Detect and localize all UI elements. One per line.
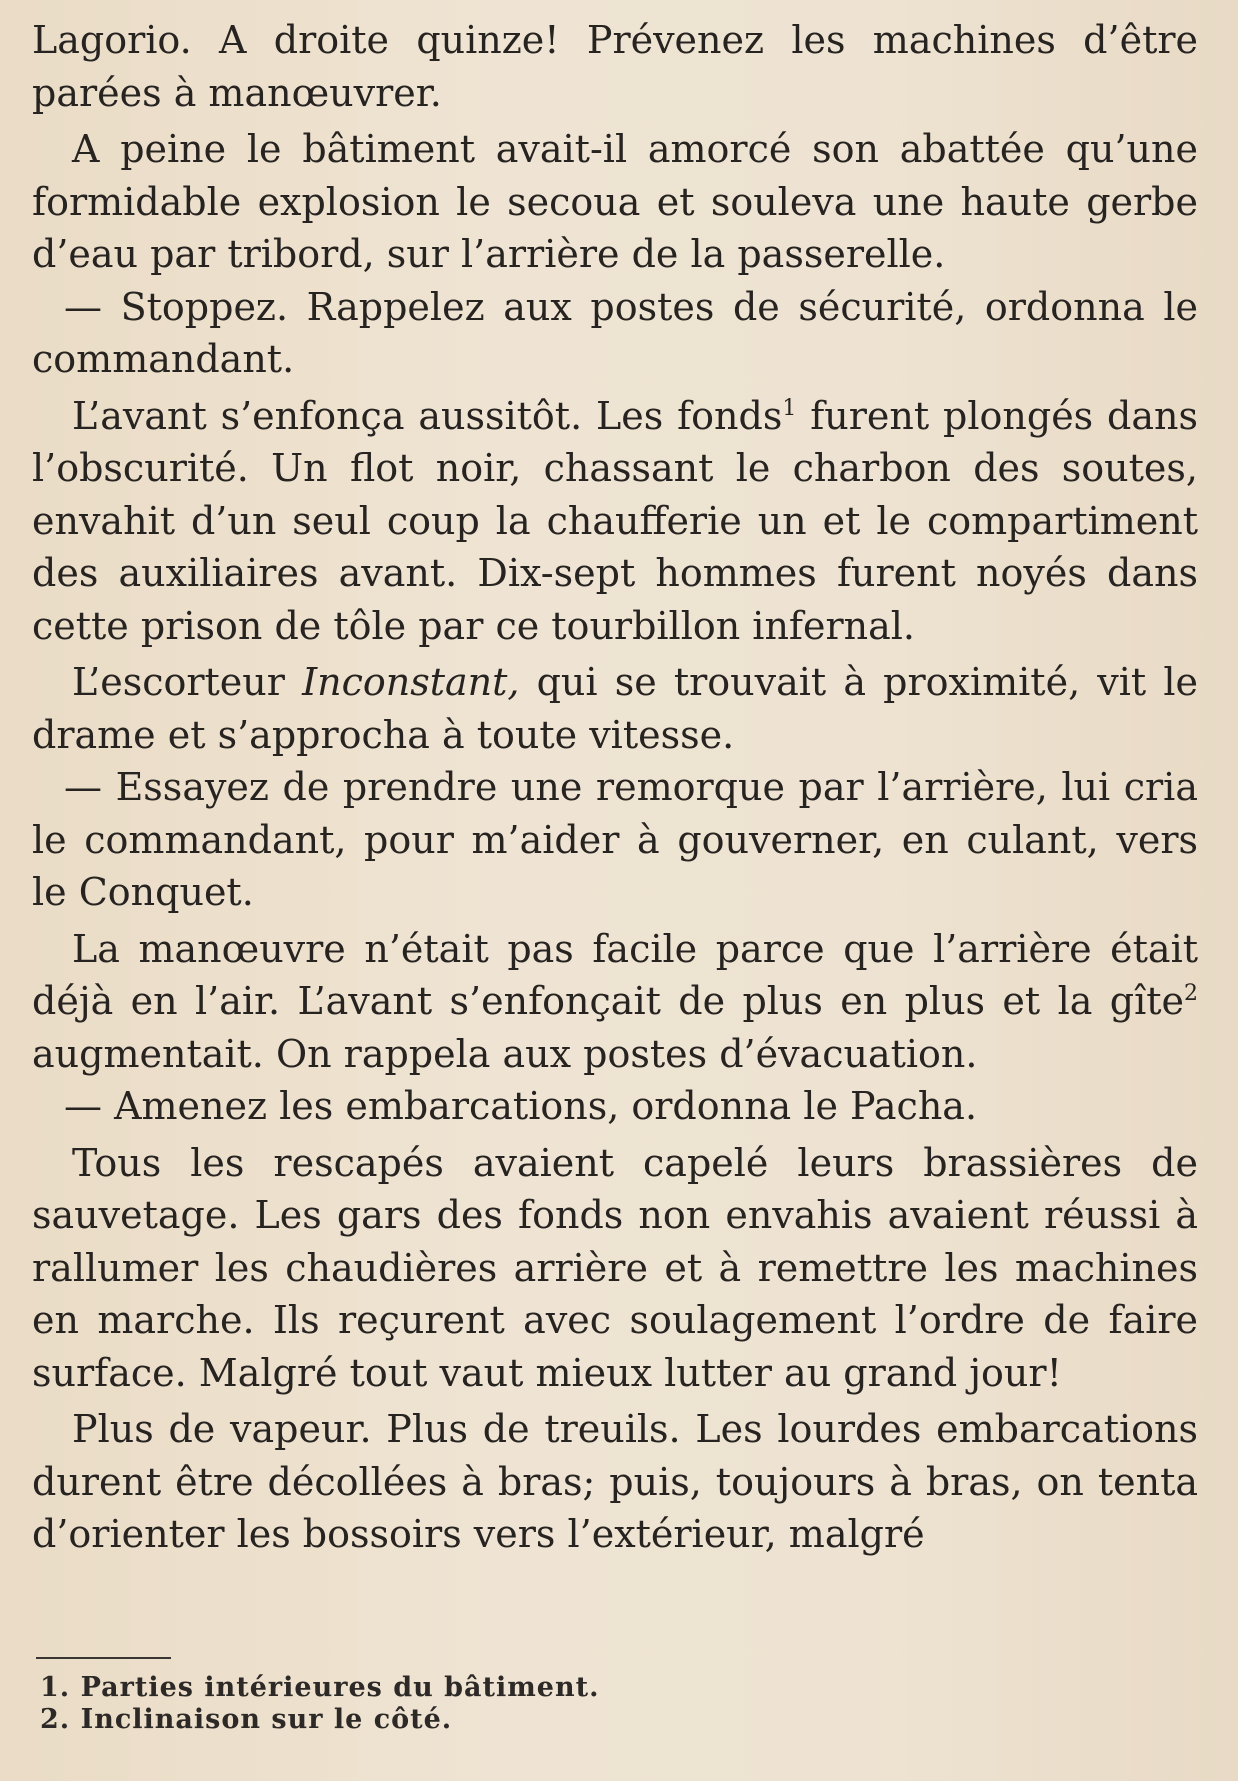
paragraph xyxy=(32,1403,1198,1561)
paragraph xyxy=(32,761,1198,919)
footnote-1: 1. Parties intérieures du bâtiment. xyxy=(40,1672,600,1703)
footnote-2: 2. Inclinaison sur le côté. xyxy=(40,1704,453,1735)
italic-text: Inconstant, xyxy=(302,660,520,704)
footnote-marker: 2 xyxy=(1184,981,1198,1006)
paragraph-text: — Stoppez. Rappelez aux postes de sécurité, ordonna le commandant. xyxy=(32,284,1198,381)
paragraph xyxy=(32,281,1198,386)
paragraph xyxy=(32,656,1198,761)
footnote-marker: 1 xyxy=(782,395,797,421)
paragraph-text: furent plongés dans l’obscurité. Un flot noir, chassant le charbon des soutes, envahit d’un seul coup la chaufferie un et le compartiment des auxiliaires avant. Dix-sept hommes furent noyés dans cette prison de tôle par ce tourbillon infernal. xyxy=(32,393,1199,648)
paragraph-text: qui se trouvait à proximité, vit le drame et s’approcha à toute vitesse. xyxy=(32,660,1198,757)
paragraph xyxy=(32,123,1198,281)
paragraph-text: Tous les rescapés avaient capelé leurs brassières de sauvetage. Les gars des fonds non envahis avaient réussi à rallumer les chaudières arrière et à remettre les machines en marche. Ils reçurent avec soulagement l’ordre de faire surface. Malgré tout vaut mieux lutter au grand jour! xyxy=(32,1140,1198,1395)
paragraph xyxy=(32,1080,1198,1133)
paragraph-text: A peine le bâtiment avait-il amorcé son abattée qu’une formidable explosion le secoua et souleva une haute gerbe d’eau par tribord, sur l’arrière de la passerelle. xyxy=(32,127,1198,276)
footnotes xyxy=(40,1672,740,1736)
paragraph-text: Plus de vapeur. Plus de treuils. Les lourdes embarcations durent être décollées à bras; puis, toujours à bras, on tenta d’orienter les bossoirs vers l’extérieur, malgré xyxy=(32,1407,1198,1556)
footnote-rule xyxy=(36,1657,171,1659)
paragraph-text: — Essayez de prendre une remorque par l’arrière, lui cria le commandant, pour m’aider à gouverner, en culant, vers le Conquet. xyxy=(32,765,1198,914)
paragraph xyxy=(32,923,1198,1081)
paragraph xyxy=(32,1137,1198,1400)
body-text xyxy=(32,14,1198,1561)
paragraph xyxy=(32,390,1198,653)
paragraph-text: La manœuvre n’était pas facile parce que l’arrière était déjà en l’air. L’avant s’enfonçait de plus en plus et la gîte xyxy=(32,926,1198,1023)
paragraph-text: L’avant s’enfonça aussitôt. Les fonds xyxy=(72,393,783,438)
paragraph-text: augmentait. On rappela aux postes d’évacuation. xyxy=(32,1031,978,1076)
paragraph xyxy=(32,14,1198,119)
paragraph-text: Lagorio. A droite quinze! Prévenez les machines d’être parées à manœuvrer. xyxy=(32,18,1198,115)
paragraph-text: L’escorteur xyxy=(72,660,303,704)
paragraph-text: — Amenez les embarcations, ordonna le Pacha. xyxy=(64,1084,978,1128)
